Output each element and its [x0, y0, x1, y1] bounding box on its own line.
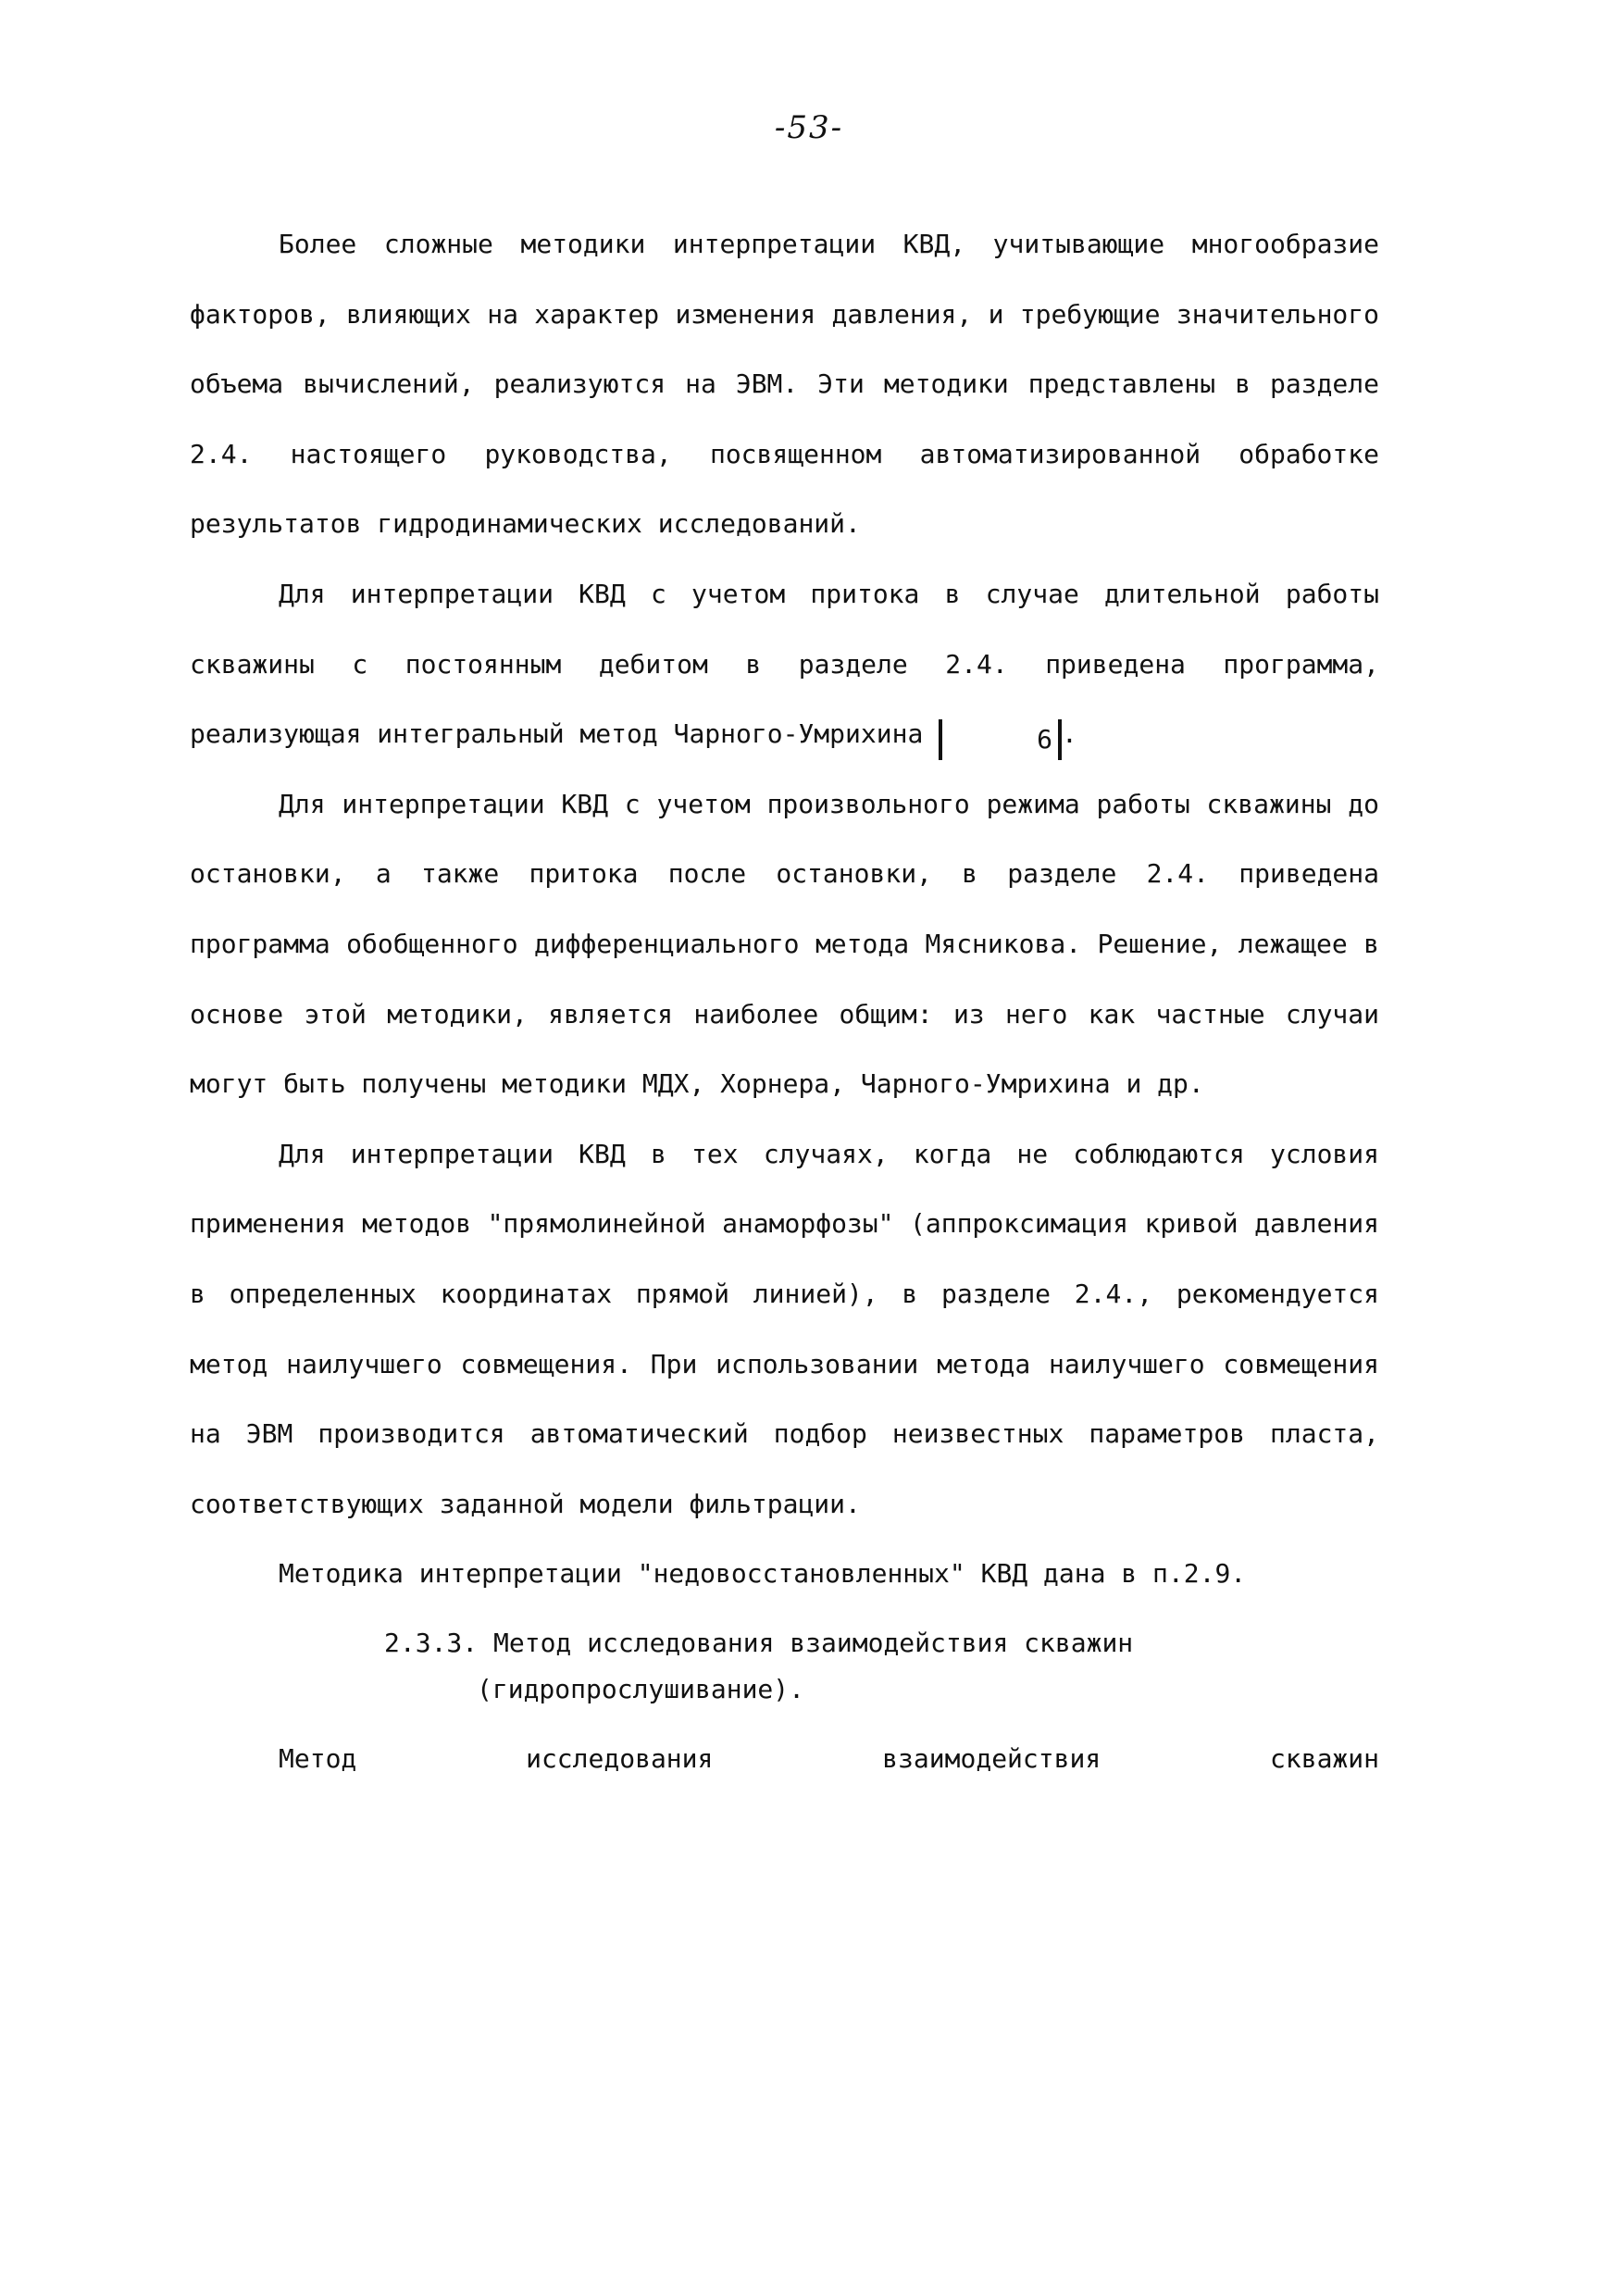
section-heading-line1: 2.3.3. Метод исследования взаимодействия скважин: [384, 1627, 1134, 1658]
paragraph-incomplete-kvd: Методика интерпретации "недовосстановленных" КВД дана в п.2.9.: [279, 1558, 1247, 1590]
body-text: [190, 209, 1379, 1793]
paragraph-charny-umrikhin: [190, 559, 1379, 769]
paragraph-complex-methods: Более сложные методики интерпретации КВД, учитывающие многообразие факторов, влияющих на характер изменения давления, и требующие значительного объема вычислений, реализуются на ЭВМ. Эти методики представлены в разделе 2.4. настоящего руководства, посвященном автоматизированной обработке результатов гидродинамических исследований.: [190, 229, 1379, 540]
paragraph-best-fit-method: Для интерпретации КВД в тех случаях, когда не соблюдаются условия применения методов "прямолинейной анаморфозы" (аппроксимация кривой давления в определенных координатах прямой линией), в разделе 2.4., рекомендуется метод наилучшего совмещения. При использовании метода наилучшего совмещения на ЭВМ производится автоматический подбор неизвестных параметров пласта, соответствующих заданной модели фильтрации.: [190, 1138, 1379, 1519]
page-number: -53-: [774, 109, 844, 146]
section-heading: [190, 1620, 1379, 1713]
paragraph-text-end: .: [1062, 718, 1077, 750]
paragraph-myasnikov-method: Для интерпретации КВД с учетом произвольного режима работы скважины до остановки, а также притока после остановки, в разделе 2.4. приведена программа обобщенного дифференциального метода Мясникова. Решение, лежащее в основе этой методики, является наиболее общим: из него как частные случаи могут быть получены методики МДХ, Хорнера, Чарного-Умрихина и др.: [190, 788, 1379, 1100]
paragraph-interference-method: Метод исследования взаимодействия скважин: [279, 1742, 1379, 1774]
paragraph-text: Для интерпретации КВД с учетом притока в случае длительной работы скважины с постоянным дебитом в разделе 2.4. приведена программа, реализующая интегральный метод Чарного-Умрихина: [190, 578, 1379, 750]
reference-bracket: 6: [939, 719, 1062, 760]
section-heading-line2: (гидропрослушивание).: [477, 1673, 805, 1704]
